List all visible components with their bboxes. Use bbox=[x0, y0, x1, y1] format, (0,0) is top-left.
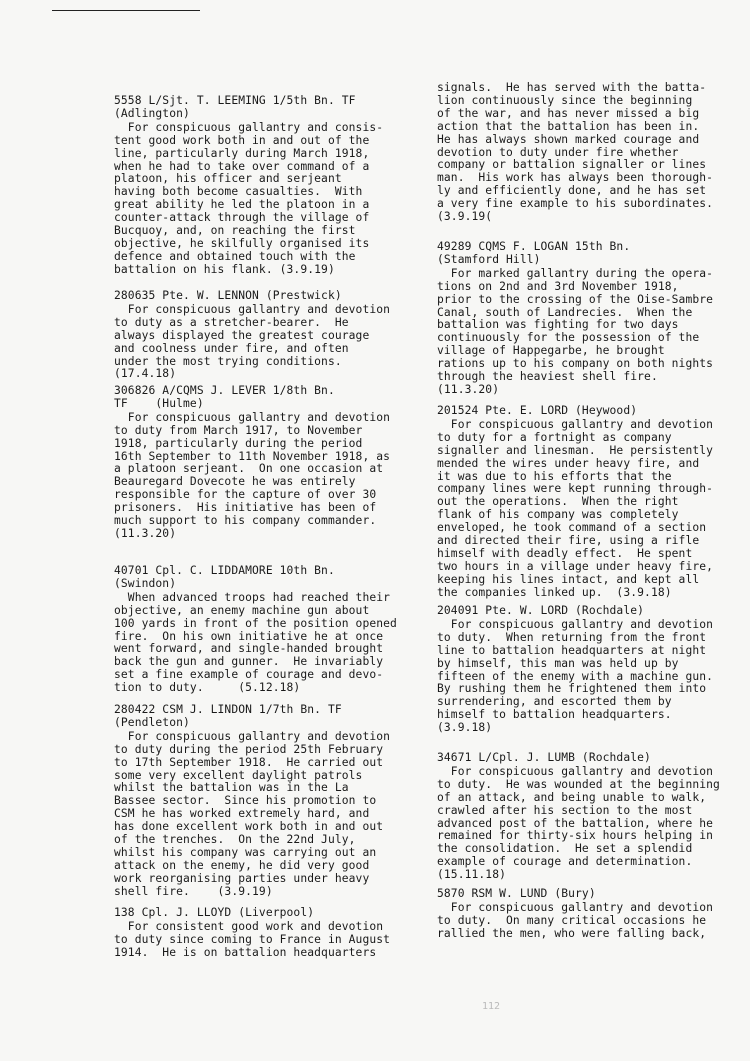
citation-heading: 34671 L/Cpl. J. LUMB (Rochdale) bbox=[437, 751, 651, 764]
citation-entry bbox=[437, 241, 737, 397]
citation-body: For consistent good work and devotion to duty since coming to France in August 1914. He is on battalion headquarters bbox=[114, 919, 391, 959]
citation-heading: 306826 A/CQMS J. LEVER 1/8th Bn. TF (Hulme) bbox=[114, 384, 335, 410]
citation-body: signals. He has served with the batta- lion continuously since the beginning of the war, and has never missed a big action that the battalion has been in. He has always shown marked courage and devotion to duty under fire whether company or battalion signaller or lines man. His work has always been thorough- ly and efficiently done, and he has set a very fine example to his subordinates. (3.9.19( bbox=[437, 81, 714, 224]
citation-heading: 204091 Pte. W. LORD (Rochdale) bbox=[437, 604, 645, 617]
citation-entry bbox=[437, 888, 737, 941]
page-number: 112 bbox=[482, 1001, 501, 1012]
citation-body: For conspicuous gallantry and devotion to duty as a stretcher-bearer. He always displayed the greatest courage and coolness under fire, and often under the most trying conditions. (17.4.18) bbox=[114, 302, 391, 381]
citation-entry bbox=[114, 95, 404, 277]
citation-heading: 138 Cpl. J. LLOYD (Liverpool) bbox=[114, 906, 315, 919]
citation-body: For conspicuous gallantry and devotion to duty. When returning from the front line to battalion headquarters at night by himself, this man was held up by fifteen of the enemy with a machine gun. By rushing them he frightened them into surrendering, and escorted them by himself to battalion headquarters. (3.9.18) bbox=[437, 617, 714, 735]
citation-entry bbox=[114, 907, 404, 960]
citation-heading: 280635 Pte. W. LENNON (Prestwick) bbox=[114, 289, 342, 302]
citation-entry bbox=[114, 565, 404, 695]
citation-body: For conspicuous gallantry and devotion to duty. On many critical occasions he rallied the men, who were falling back, bbox=[437, 900, 714, 940]
citation-heading: 40701 Cpl. C. LIDDAMORE 10th Bn. (Swindon) bbox=[114, 564, 335, 590]
citation-entry bbox=[114, 385, 404, 541]
citation-heading: 5558 L/Sjt. T. LEEMING 1/5th Bn. TF (Adlington) bbox=[114, 94, 356, 120]
citation-entry bbox=[437, 82, 737, 224]
citation-entry bbox=[114, 290, 404, 381]
citation-heading: 5870 RSM W. LUND (Bury) bbox=[437, 887, 596, 900]
citation-heading: 201524 Pte. E. LORD (Heywood) bbox=[437, 404, 638, 417]
citation-body: For conspicuous gallantry and devotion to duty. He was wounded at the beginning of an attack, and being unable to walk, crawled after his section to the most advanced post of the battalion, where he remained for thirty-six hours helping in the consolidation. He set a splendid example of courage and determination. (15.11.18) bbox=[437, 764, 720, 882]
citation-heading: 49289 CQMS F. LOGAN 15th Bn. (Stamford Hill) bbox=[437, 240, 631, 266]
citation-body: For marked gallantry during the opera- tions on 2nd and 3rd November 1918, prior to the crossing of the Oise-Sambre Canal, south of Landrecies. When the battalion was fighting for two days continuously for the possession of the village of Happegarbe, he brought rations up to his company on both nights through the heaviest shell fire. (11.3.20) bbox=[437, 266, 714, 396]
citation-body: When advanced troops had reached their objective, an enemy machine gun about 100 yards in front of the position opened fire. On his own initiative he at once went forward, and single-handed brought back the gun and gunner. He invariably set a fine example of courage and devo- tion to duty. (5.12.18) bbox=[114, 590, 397, 695]
citation-entry bbox=[437, 752, 737, 882]
citation-entry bbox=[114, 704, 404, 899]
citation-heading: 280422 CSM J. LINDON 1/7th Bn. TF (Pendleton) bbox=[114, 703, 342, 729]
citation-body: For conspicuous gallantry and devotion to duty from March 1917, to November 1918, particularly during the period 16th September to 11th November 1918, as a platoon serjeant. On one occasion at Beauregard Dovecote he was entirely responsible for the capture of over 30 prisoners. His initiative has been of much support to his company commander. (11.3.20) bbox=[114, 410, 391, 540]
top-rule bbox=[52, 10, 200, 11]
citation-body: For conspicuous gallantry and devotion to duty during the period 25th February to 17th September 1918. He carried out some very excellent daylight patrols whilst the battalion was in the La Bassee sector. Since his promotion to CSM he has worked extremely hard, and has done excellent work both in and out of the trenches. On the 22nd July, whilst his company was carrying out an attack on the enemy, he did very good work reorganising parties under heavy shell fire. (3.9.19) bbox=[114, 729, 391, 898]
citation-body: For conspicuous gallantry and devotion to duty for a fortnight as company signaller and linesman. He persistently mended the wires under heavy fire, and it was due to his efforts that the company lines were kept running through- out the operations. When the right flank of his company was completely enveloped, he took command of a section and directed their fire, using a rifle himself with deadly effect. He spent two hours in a village under heavy fire, keeping his lines intact, and kept all the companies linked up. (3.9.18) bbox=[437, 417, 714, 599]
citation-entry bbox=[437, 605, 737, 735]
citation-entry bbox=[437, 405, 737, 600]
citation-body: For conspicuous gallantry and consis- tent good work both in and out of the line, particularly during March 1918, when he had to take over command of a platoon, his officer and serjeant having both become casualties. With great ability he led the platoon in a counter-attack through the village of Bucquoy, and, on reaching the first objective, he skilfully organised its defence and obtained touch with the battalion on his flank. (3.9.19) bbox=[114, 120, 384, 276]
